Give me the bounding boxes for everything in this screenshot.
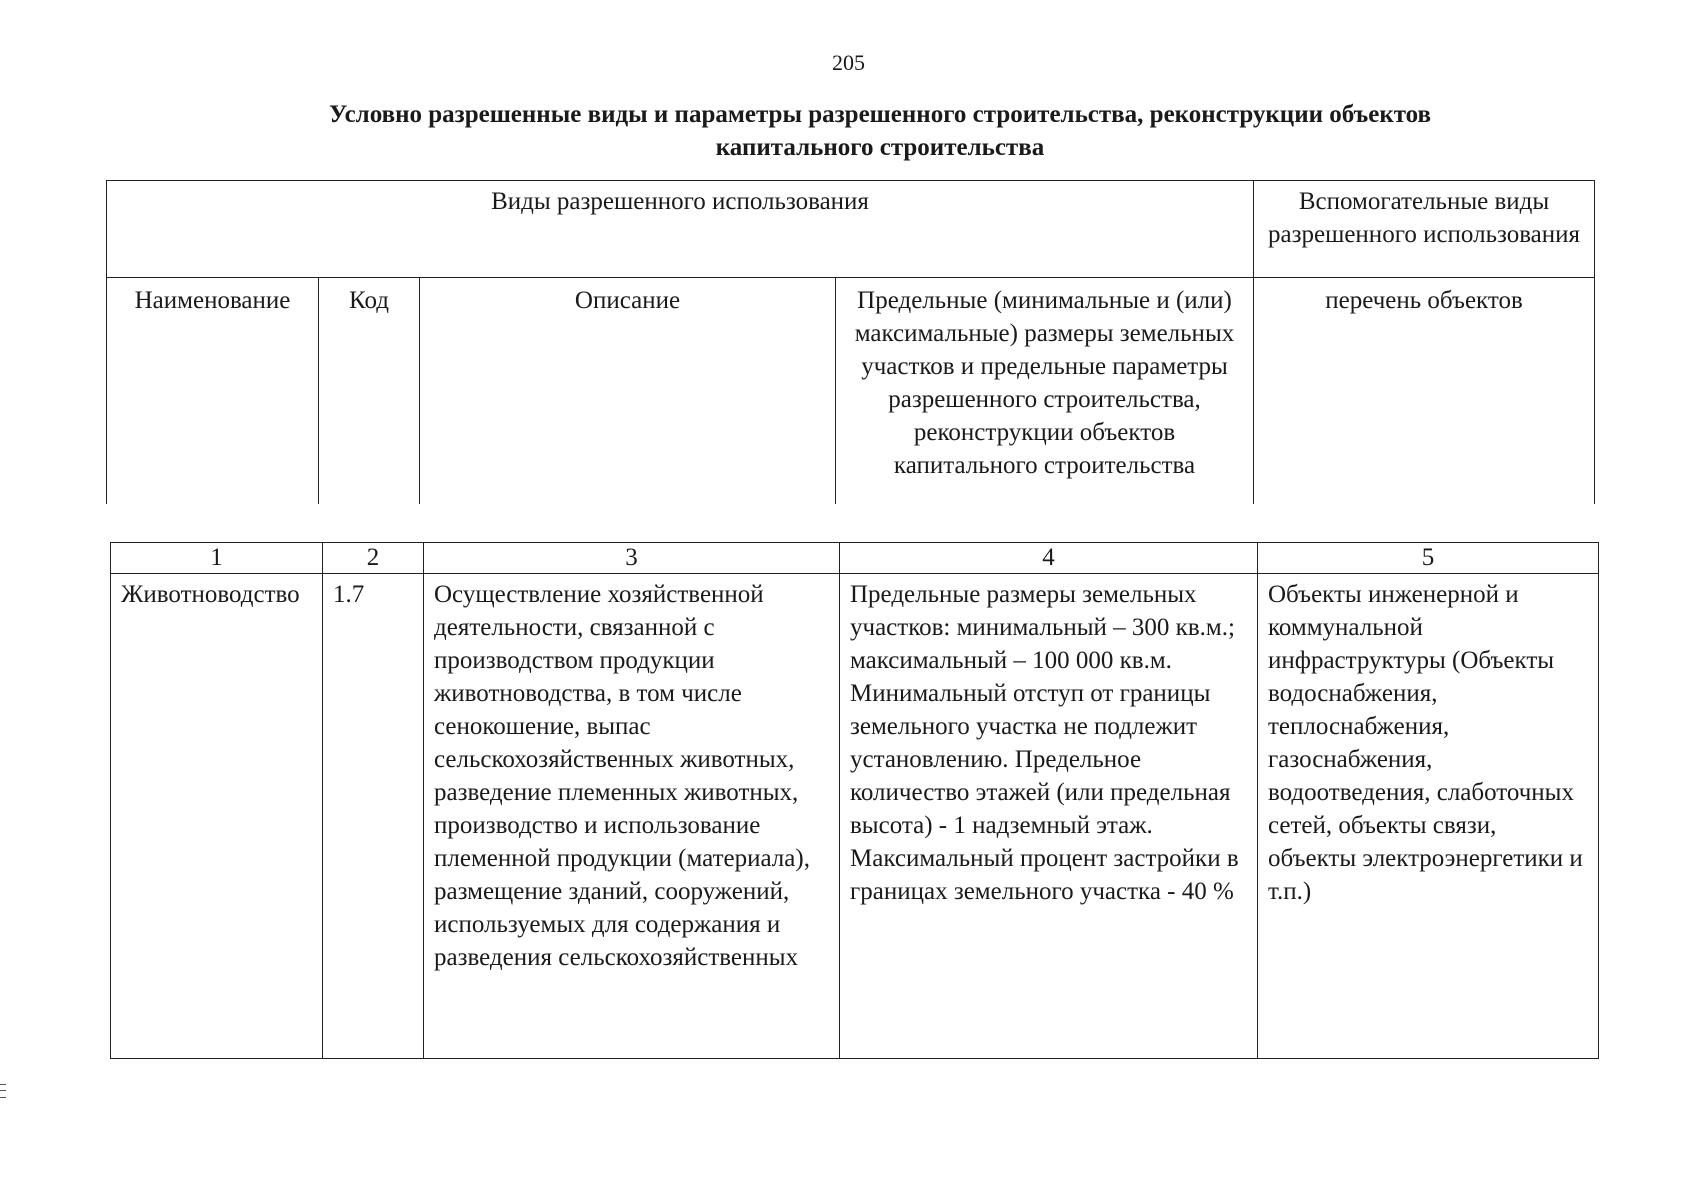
row-limits: Предельные размеры земельных участков: минимальный – 300 кв.м.; максимальный – 100 000 кв.м. Минимальный отступ от границы земельного участка не подлежит установлению. Предельное количество этажей (или предельная высота) - 1 надземный этаж. Максимальный процент застройки в границах земельного участка - 40 %: [840, 574, 1258, 1059]
row-name: Животноводство: [111, 574, 323, 1059]
column-number-3: 3: [424, 543, 840, 574]
column-number-5: 5: [1258, 543, 1599, 574]
document-title: [220, 98, 1540, 164]
table-row: [111, 574, 1599, 1059]
row-objects: Объекты инженерной и коммунальной инфраструктуры (Объекты водоснабжения, теплоснабжения, газоснабжения, водоотведения, слаботочных сетей, объекты связи, объекты электроэнергетики и т.п.): [1258, 574, 1599, 1059]
page-number: 205: [832, 50, 865, 75]
header-group-aux: Вспомогательные виды разрешенного использования: [1254, 181, 1595, 278]
header-table: [106, 180, 1595, 504]
column-number-4: 4: [840, 543, 1258, 574]
title-line-1: Условно разрешенные виды и параметры разрешенного строительства, реконструкции объектов: [328, 101, 1432, 128]
scan-edge-mark: [0, 1084, 6, 1098]
column-header-description: Описание: [420, 278, 836, 505]
header-group-main: Виды разрешенного использования: [107, 181, 1254, 278]
column-number-2: 2: [323, 543, 424, 574]
column-numbering-row: [111, 543, 1599, 574]
title-line-2: капитального строительства: [715, 134, 1045, 161]
body-table: [110, 542, 1599, 1059]
column-header-name: Наименование: [107, 278, 319, 505]
column-number-1: 1: [111, 543, 323, 574]
column-header-objects: перечень объектов: [1254, 278, 1595, 505]
column-header-limits: Предельные (минимальные и (или) максимальные) размеры земельных участков и предельные параметры разрешенного строительства, реконструкции объектов капитального строительства: [836, 278, 1254, 505]
column-header-code: Код: [319, 278, 420, 505]
row-description: Осуществление хозяйственной деятельности, связанной с производством продукции животноводства, в том числе сенокошение, выпас сельскохозяйственных животных, разведение племенных животных, производство и использование племенной продукции (материала), размещение зданий, сооружений, используемых для содержания и разведения сельскохозяйственных: [424, 574, 840, 1059]
row-code: 1.7: [323, 574, 424, 1059]
